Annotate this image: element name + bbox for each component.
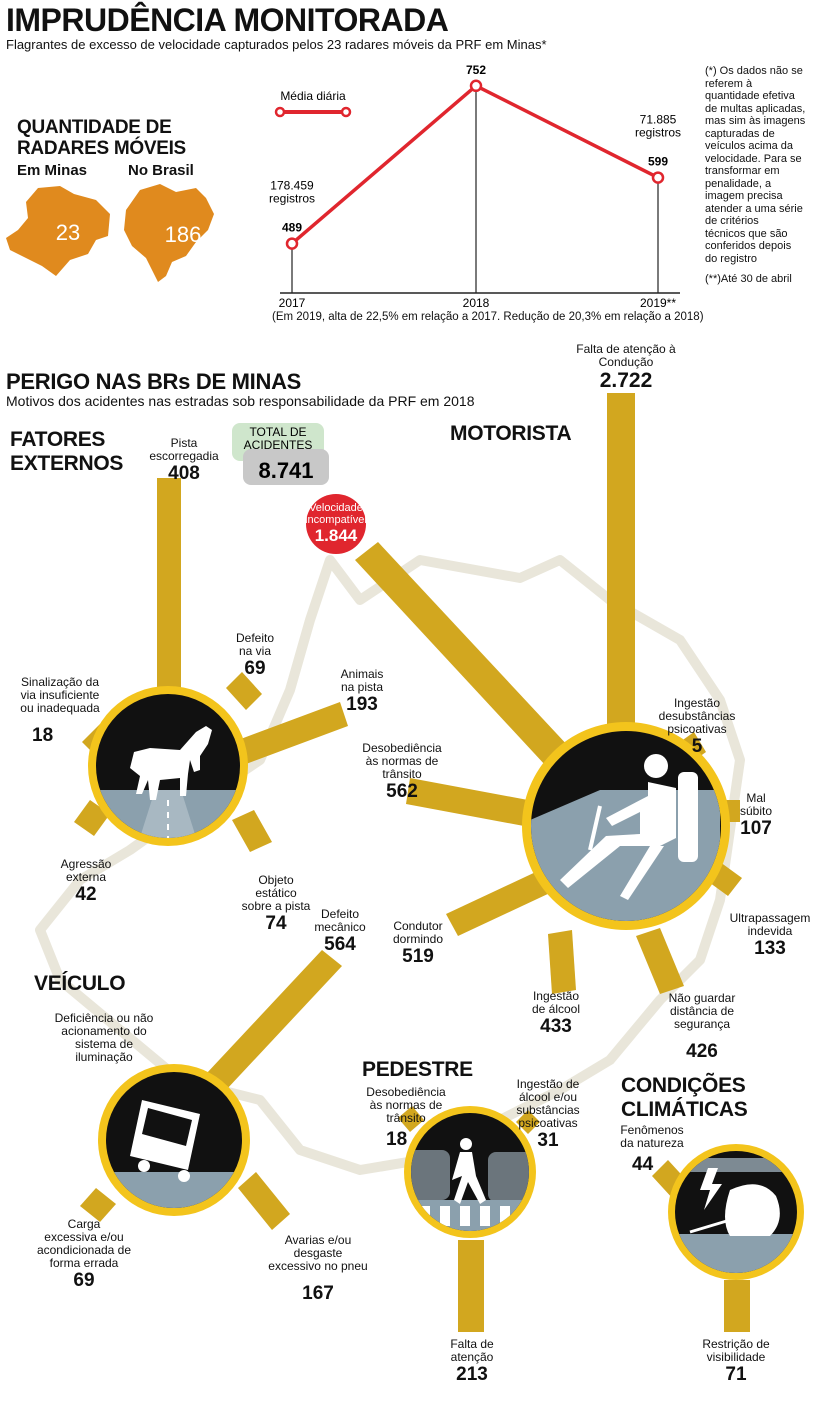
cause-label	[104, 437, 264, 485]
cause-label	[656, 1338, 816, 1386]
cause-name-line: Não guardar	[668, 991, 736, 1005]
cause-name	[6, 858, 166, 884]
cause-name-line: Ingestão de	[516, 1077, 580, 1091]
cause-label	[572, 1124, 732, 1176]
cause-label	[260, 908, 420, 956]
bar-velocidade	[355, 542, 570, 766]
cause-name-line: acionamento do	[61, 1024, 147, 1038]
note-2: (**)Até 30 de abril	[705, 273, 792, 285]
fatores-title-2: EXTERNOS	[10, 452, 124, 475]
cause-value: 408	[168, 463, 200, 484]
cause-name	[546, 343, 706, 369]
total-label: 71.885	[639, 112, 677, 127]
cause-name-line: via insuficiente	[20, 688, 100, 702]
bar-falta-atencao	[607, 393, 635, 743]
chart-footnote: (Em 2019, alta de 22,5% em relação a 2017. Redução de 20,3% em relação a 2018)	[272, 311, 704, 323]
cause-name-line: ou inadequada	[20, 701, 100, 715]
cause-name-line: Pista	[170, 436, 198, 450]
cause-name-line: Desobediência	[366, 1085, 446, 1099]
cause-label	[476, 990, 636, 1038]
total-unit: registros	[268, 191, 316, 206]
cause-name	[322, 742, 482, 781]
cause-name-line: Objeto	[258, 873, 294, 887]
cause-name-line: visibilidade	[706, 1350, 766, 1364]
data-label: 752	[465, 62, 487, 77]
cause-label	[622, 992, 782, 1063]
data-label: 599	[647, 154, 669, 169]
cause-name-line: acondicionada de	[36, 1243, 132, 1257]
legend-label: Média diária	[280, 89, 346, 103]
bar-avarias	[238, 1172, 290, 1230]
cause-name	[256, 502, 416, 526]
cause-name-line: de álcool	[531, 1002, 581, 1016]
cause-name-line: Defeito	[320, 907, 360, 921]
cause-value: 42	[75, 884, 97, 905]
cause-name-line: álcool e/ou	[518, 1090, 578, 1104]
cause-name-line: Agressão	[60, 857, 112, 871]
fatores-title-1: FATORES	[10, 428, 106, 451]
note-1-line: de multas aplicadas,	[705, 102, 806, 115]
cause-name-line: sobre a pista	[241, 899, 311, 913]
cause-name-line: Sinalização da	[20, 675, 100, 689]
total-label: 178.459	[270, 178, 314, 193]
cause-value: 1.844	[314, 526, 358, 545]
perigo-title: PERIGO NAS BRs DE MINAS	[6, 369, 302, 394]
cause-name-line: externa	[65, 870, 107, 884]
cause-name-line: Mal	[746, 791, 766, 805]
cause-label	[0, 676, 140, 747]
cause-name-line: às normas de	[369, 1098, 443, 1112]
note-1-line: velocidade. Para se	[705, 152, 802, 165]
cause-name	[238, 1234, 398, 1273]
cause-name	[175, 632, 335, 658]
cause-name	[676, 792, 820, 818]
pedestre-title: PEDESTRE	[362, 1058, 473, 1081]
cause-value: 69	[244, 658, 266, 679]
cause-value: 193	[346, 694, 378, 715]
cause-name-line: na pista	[340, 680, 384, 694]
bar-objeto	[232, 810, 272, 852]
clima-title-2: CLIMÁTICAS	[621, 1098, 748, 1121]
cause-value: 74	[265, 913, 287, 934]
total-label-2: ACIDENTES	[243, 438, 313, 452]
cause-name-line: Desobediência	[362, 741, 442, 755]
cause-label	[4, 1218, 164, 1292]
note-1-line: imagem precisa	[705, 190, 783, 202]
cause-name	[24, 1012, 184, 1064]
cause-value: 426	[686, 1041, 718, 1062]
cause-value: 71	[725, 1364, 747, 1385]
note-1-line: técnicos que são	[705, 227, 788, 240]
cause-name-line: incompatível	[305, 514, 367, 526]
cause-name-line: Avarias e/ou	[284, 1233, 352, 1247]
cause-name-line: Carga	[67, 1217, 101, 1231]
bar-visibilidade	[724, 1280, 750, 1332]
cause-name	[392, 1338, 552, 1364]
cause-label	[322, 742, 482, 803]
clima-title-1: CONDIÇÕES	[621, 1074, 746, 1097]
motorista-title: MOTORISTA	[450, 422, 572, 445]
cause-value: 69	[73, 1270, 95, 1291]
perigo-subtitle: Motivos dos acidentes nas estradas sob responsabilidade da PRF em 2018	[6, 393, 475, 409]
cause-name-line: segurança	[673, 1017, 731, 1031]
cause-name-line: Deficiência ou não	[54, 1011, 154, 1025]
radars-brasil-value: 186	[164, 222, 202, 247]
cause-name-line: Falta de	[450, 1337, 494, 1351]
cause-value: 519	[402, 946, 434, 967]
x-tick-label: 2018	[462, 296, 490, 310]
cause-name	[656, 1338, 816, 1364]
note-1-line: penalidade, a	[705, 177, 772, 190]
cause-name-line: Fenômenos	[620, 1123, 684, 1137]
radars-brasil-label: No Brasil	[128, 162, 194, 179]
cause-name-line: Ingestão	[673, 696, 721, 710]
note-1-line: (*) Os dados não se	[705, 65, 803, 77]
cause-name-line: Falta de atenção à	[576, 342, 676, 356]
bar-distancia	[636, 928, 684, 994]
cause-value: 213	[456, 1364, 488, 1385]
cause-name	[690, 912, 820, 938]
cause-name-line: na via	[238, 644, 272, 658]
cause-value: 562	[386, 781, 418, 802]
cause-label	[6, 858, 166, 906]
cause-name	[104, 437, 264, 463]
cause-value: 31	[537, 1130, 559, 1151]
note-1-line: mas sim às imagens	[705, 115, 806, 127]
cause-name-line: trânsito	[382, 767, 422, 781]
cause-name-line: trânsito	[386, 1111, 426, 1125]
cause-label	[617, 697, 777, 758]
cause-name-line: psicoativas	[667, 722, 727, 736]
cause-name	[282, 668, 442, 694]
radars-minas-value: 23	[55, 220, 81, 245]
data-label: 489	[281, 220, 303, 235]
cause-label	[256, 502, 416, 546]
note-1-line: veículos acima da	[705, 140, 794, 152]
cause-value: 2.722	[599, 369, 653, 392]
cause-name-line: iluminação	[75, 1050, 133, 1064]
cause-name-line: Defeito	[235, 631, 275, 645]
x-tick-label: 2019**	[639, 296, 677, 310]
cause-value: 18	[386, 1129, 408, 1150]
radars-title-line2: RADARES MÓVEIS	[17, 138, 186, 159]
radars-minas-label: Em Minas	[17, 162, 88, 179]
cause-name-line: da natureza	[620, 1136, 684, 1150]
cause-value: 5	[691, 736, 703, 757]
cause-name-line: às normas de	[365, 754, 439, 768]
note-1-line: de critérios	[705, 215, 759, 227]
note-1-line: do registro	[705, 252, 757, 265]
cause-name-line: indevida	[747, 924, 793, 938]
cause-value: 18	[32, 725, 54, 746]
cause-name-line: Animais	[340, 667, 384, 681]
cause-name	[326, 1086, 486, 1125]
note-1-line: atender a uma série	[705, 202, 803, 215]
cause-name-line: atenção	[450, 1350, 494, 1364]
cause-value: 107	[740, 818, 772, 839]
note-1-line: quantidade efetiva	[705, 90, 795, 102]
cause-name-line: forma errada	[49, 1256, 119, 1270]
page-title: IMPRUDÊNCIA MONITORADA	[6, 2, 449, 38]
cause-name-line: mecânico	[314, 920, 366, 934]
cause-name-line: distância de	[669, 1004, 735, 1018]
clima-title	[621, 1074, 748, 1122]
cause-name-line: dormindo	[392, 932, 444, 946]
cause-value: 133	[754, 938, 786, 959]
cause-name-line: escorregadia	[149, 449, 219, 463]
cause-name	[468, 1078, 628, 1130]
cause-name-line: psicoativas	[518, 1116, 578, 1130]
cause-name-line: Velocidade	[309, 502, 363, 514]
radars-title-line1: QUANTIDADE DE	[17, 117, 172, 138]
cause-label	[690, 912, 820, 960]
note-1-line: conferidos depois	[705, 240, 792, 252]
note-1-line: referem à	[705, 77, 753, 90]
cause-name	[622, 992, 782, 1031]
cause-label	[238, 1234, 398, 1305]
total-label-1: TOTAL DE	[249, 425, 307, 439]
cause-label	[676, 792, 820, 840]
cause-label	[326, 1086, 486, 1151]
bar-defeito-mecanico	[206, 950, 342, 1090]
cause-name	[4, 1218, 164, 1270]
cause-name	[0, 676, 140, 715]
cause-name	[572, 1124, 732, 1150]
bar-alcool	[548, 930, 576, 994]
cause-name-line: substâncias	[516, 1103, 580, 1117]
total-unit: registros	[634, 125, 682, 140]
cause-name	[617, 697, 777, 736]
cause-name-line: Ingestão	[532, 989, 580, 1003]
cause-name-line: desubstâncias	[658, 709, 736, 723]
veiculo-title: VEÍCULO	[34, 972, 126, 995]
cause-name-line: Condução	[598, 355, 654, 369]
cause-value: 564	[324, 934, 356, 955]
note-1-line: capturadas de	[705, 127, 775, 140]
note-1-line: transformar em	[705, 165, 780, 177]
cause-name-line: súbito	[739, 804, 773, 818]
cause-name-line: Restrição de	[702, 1337, 770, 1351]
bar-ped-atencao	[458, 1240, 484, 1332]
cause-value: 433	[540, 1016, 572, 1037]
cause-label	[392, 1338, 552, 1386]
x-tick-label: 2017	[278, 296, 306, 310]
cause-name-line: sistema de	[74, 1037, 134, 1051]
page-subtitle: Flagrantes de excesso de velocidade capturados pelos 23 radares móveis da PRF em Minas*	[6, 37, 547, 52]
cause-name	[260, 908, 420, 934]
cause-name-line: excessivo no pneu	[268, 1259, 368, 1273]
cause-label	[24, 1012, 184, 1064]
cause-name-line: Condutor	[393, 919, 443, 933]
total-value: 8.741	[258, 458, 314, 483]
cause-name-line: desgaste	[293, 1246, 343, 1260]
cause-label	[282, 668, 442, 716]
cause-name-line: estático	[255, 886, 297, 900]
cause-value: 167	[302, 1283, 334, 1304]
cause-name-line: excessiva e/ou	[44, 1230, 124, 1244]
cause-label	[546, 343, 706, 393]
cause-name	[476, 990, 636, 1016]
cause-value: 44	[632, 1154, 654, 1175]
veiculo-badge	[98, 1064, 250, 1216]
cause-name-line: Ultrapassagem	[729, 911, 811, 925]
